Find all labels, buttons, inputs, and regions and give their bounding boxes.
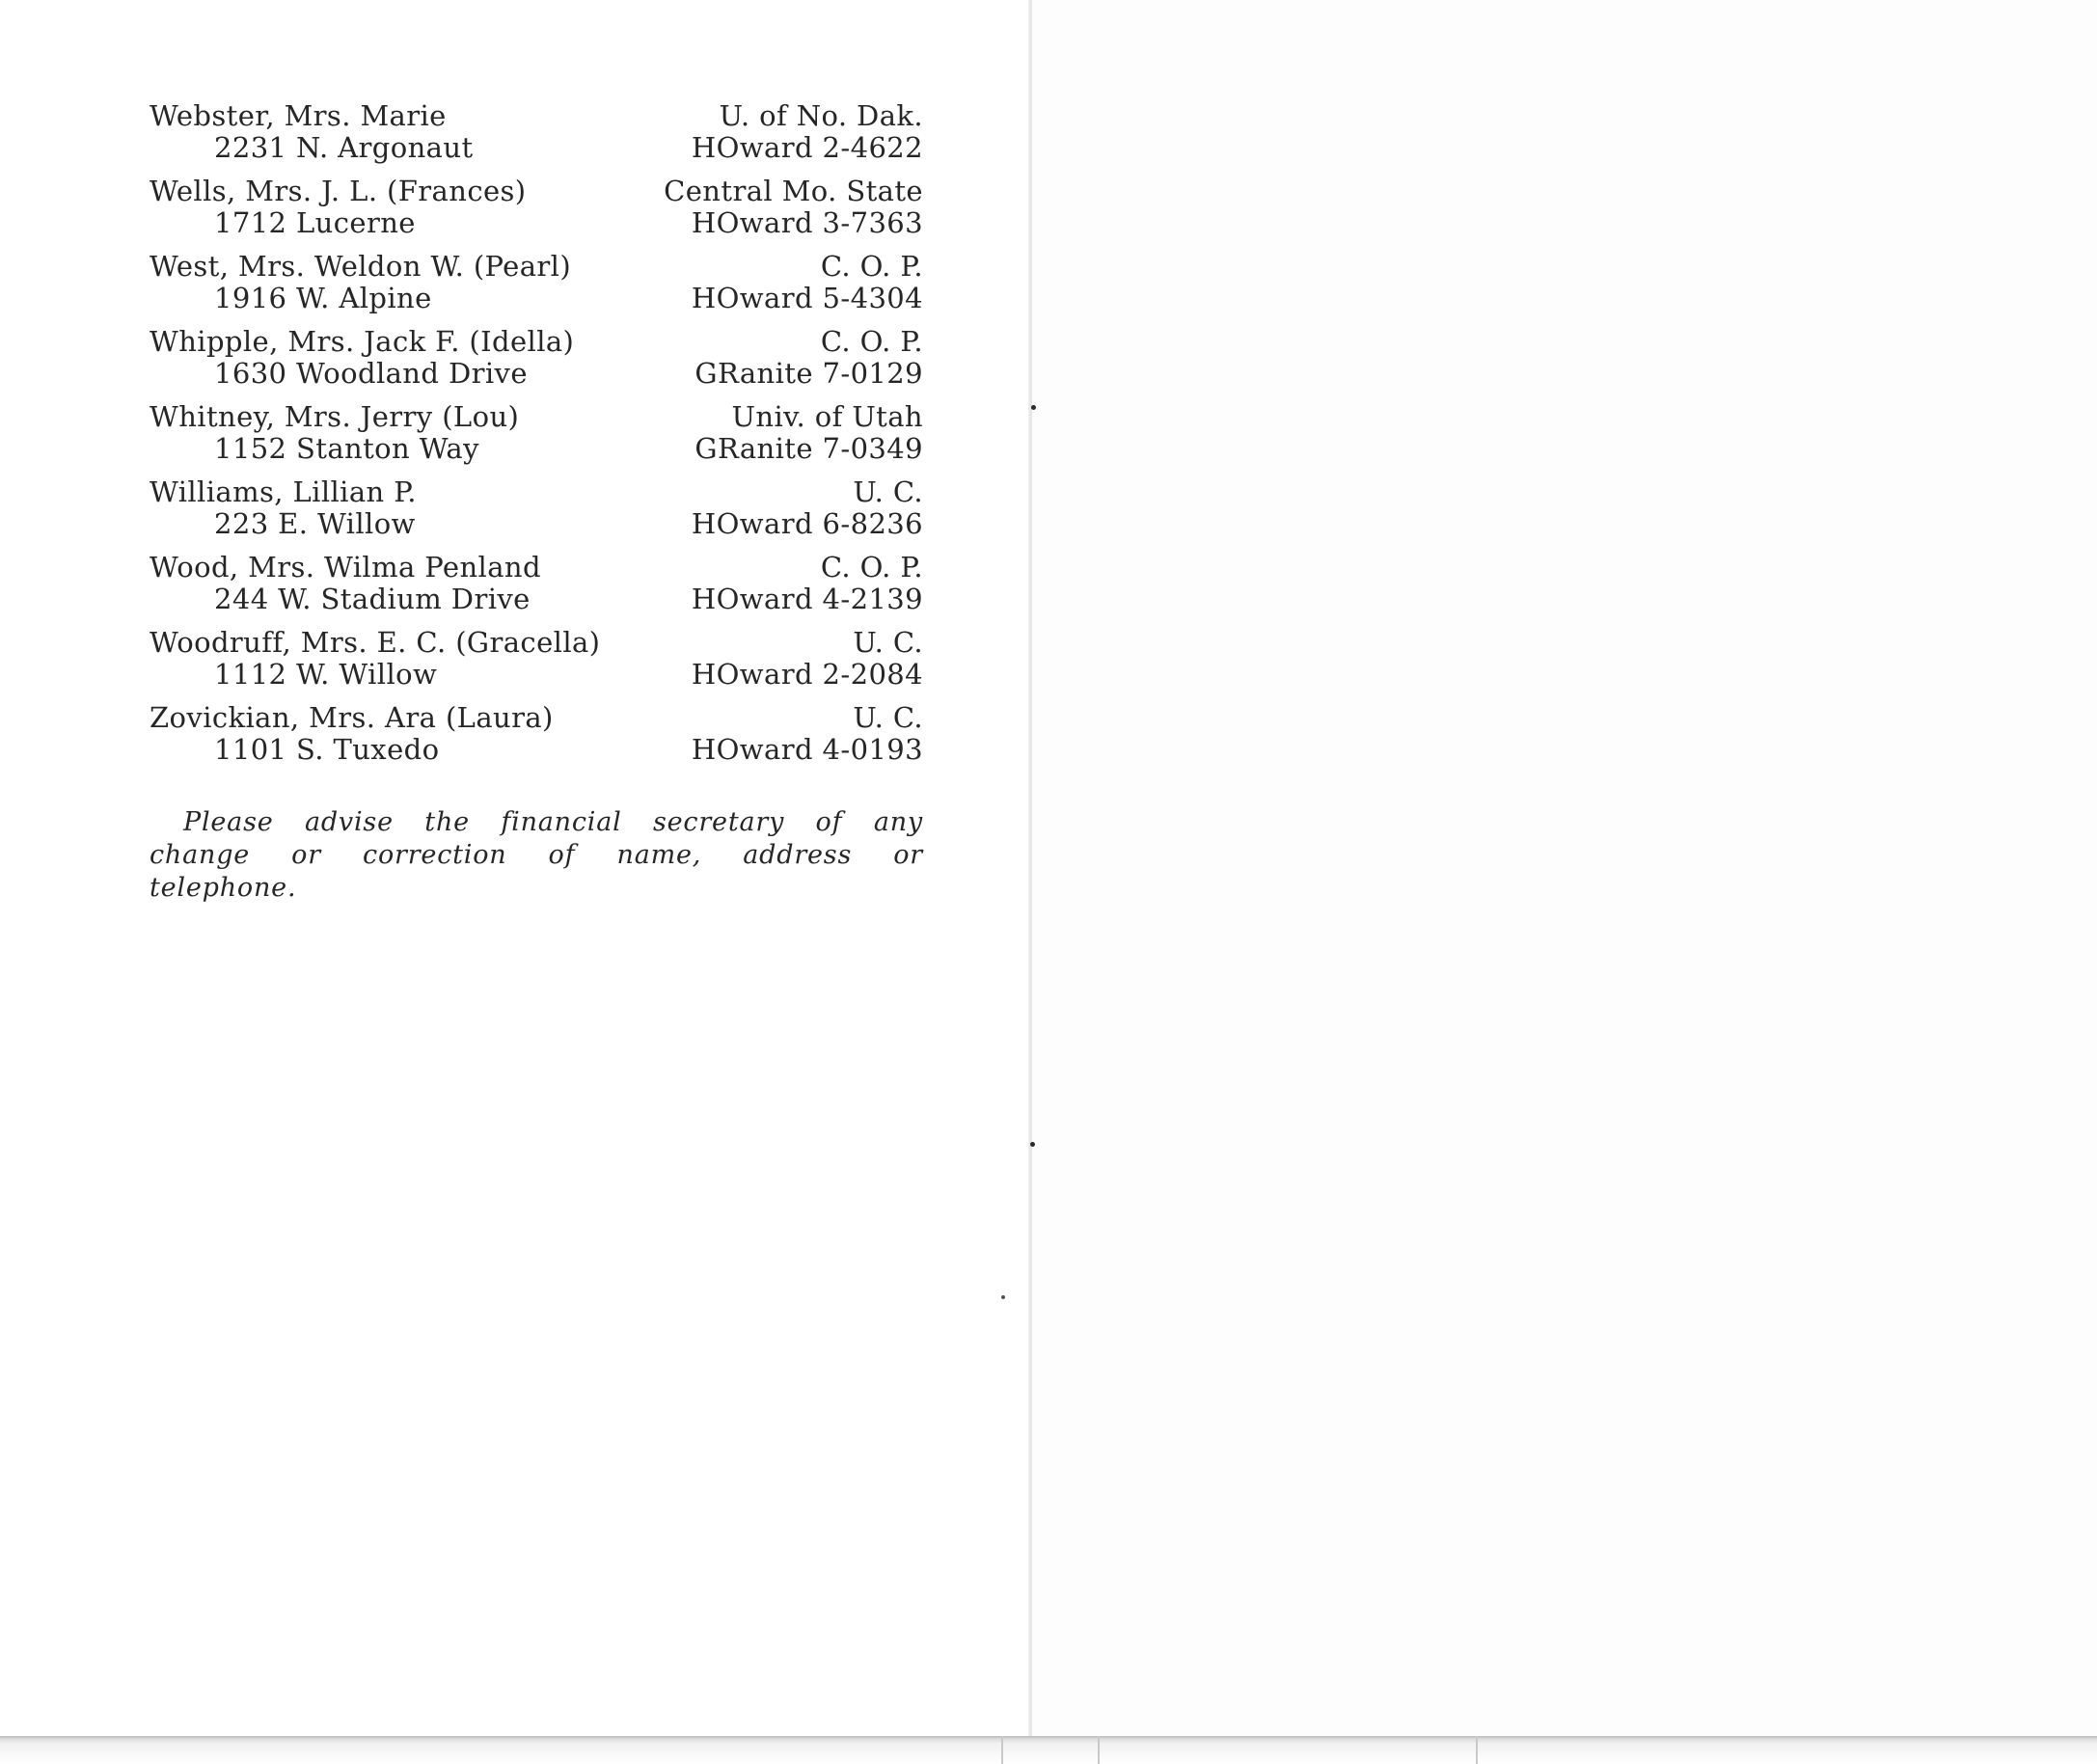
- member-name: Whipple, Mrs. Jack F. (Idella): [150, 325, 575, 358]
- member-school: C. O. P.: [820, 250, 923, 283]
- member-address: 1916 W. Alpine: [214, 282, 432, 314]
- member-school: U. C.: [853, 701, 923, 734]
- member-phone: HOward 5-4304: [691, 282, 923, 314]
- member-address: 1630 Woodland Drive: [214, 357, 528, 390]
- member-directory: [150, 100, 923, 931]
- scan-speck: [1030, 1142, 1035, 1147]
- member-phone: HOward 4-2139: [691, 583, 923, 615]
- member-address: 244 W. Stadium Drive: [214, 583, 531, 615]
- left-page: [0, 0, 1030, 1736]
- directory-entry: [150, 326, 923, 401]
- change-of-address-note: Please advise the financial secretary of any change or correction of name, address or telephone.: [150, 807, 923, 903]
- member-phone: HOward 6-8236: [691, 507, 923, 540]
- booklet-bottom-edge: [0, 1736, 2097, 1764]
- member-name: Woodruff, Mrs. E. C. (Gracella): [150, 626, 601, 659]
- member-name: Williams, Lillian P.: [150, 475, 417, 508]
- member-name: Whitney, Mrs. Jerry (Lou): [150, 400, 520, 433]
- member-address: 223 E. Willow: [214, 507, 416, 540]
- member-name: Webster, Mrs. Marie: [150, 99, 447, 132]
- member-address: 1152 Stanton Way: [214, 432, 479, 465]
- member-address: 1112 W. Willow: [214, 658, 438, 691]
- member-phone: HOward 2-2084: [691, 658, 923, 691]
- member-school: U. C.: [853, 475, 923, 508]
- member-address: 1712 Lucerne: [214, 206, 416, 239]
- right-page-blank: [1032, 0, 2097, 1736]
- scan-speck: [1031, 405, 1036, 410]
- directory-entry: [150, 476, 923, 552]
- directory-entry: [150, 100, 923, 176]
- member-phone: GRanite 7-0349: [694, 432, 923, 465]
- member-school: Central Mo. State: [664, 175, 923, 207]
- member-school: Univ. of Utah: [731, 400, 923, 433]
- member-school: C. O. P.: [820, 551, 923, 583]
- member-phone: HOward 3-7363: [691, 206, 923, 239]
- directory-entry: [150, 627, 923, 702]
- directory-entry: [150, 251, 923, 326]
- directory-entry: [150, 552, 923, 627]
- directory-entry: [150, 176, 923, 251]
- member-phone: HOward 2-4622: [691, 131, 923, 164]
- member-name: Wood, Mrs. Wilma Penland: [150, 551, 541, 583]
- directory-entry: [150, 702, 923, 777]
- scan-speck: [1001, 1295, 1005, 1299]
- member-name: West, Mrs. Weldon W. (Pearl): [150, 250, 572, 283]
- member-address: 1101 S. Tuxedo: [214, 733, 440, 766]
- member-school: U. C.: [853, 626, 923, 659]
- member-school: C. O. P.: [820, 325, 923, 358]
- directory-entry: [150, 401, 923, 476]
- member-address: 2231 N. Argonaut: [214, 131, 474, 164]
- member-name: Wells, Mrs. J. L. (Frances): [150, 175, 527, 207]
- member-phone: GRanite 7-0129: [694, 357, 923, 390]
- member-phone: HOward 4-0193: [691, 733, 923, 766]
- member-school: U. of No. Dak.: [719, 99, 923, 132]
- member-name: Zovickian, Mrs. Ara (Laura): [150, 701, 554, 734]
